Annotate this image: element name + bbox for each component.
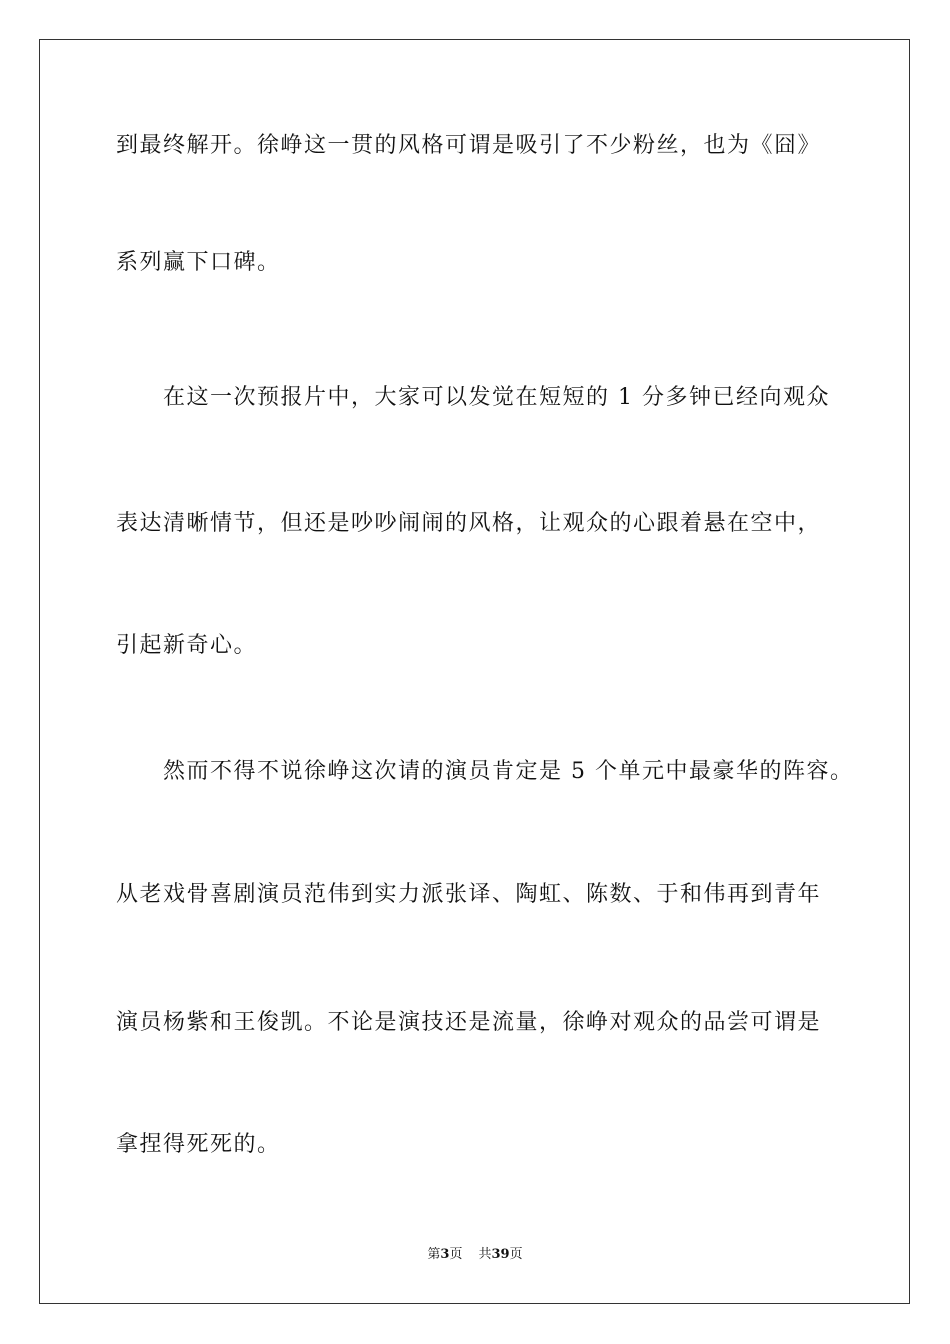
text-line-2: 系列赢下口碑。	[116, 250, 281, 275]
text-line-9: 拿捏得死死的。	[116, 1132, 281, 1157]
page-footer	[0, 1246, 950, 1264]
text-line-4: 表达清晰情节，但还是吵吵闹闹的风格，让观众的心跟着悬在空中，	[116, 511, 822, 536]
page-prefix: 第	[427, 1247, 441, 1262]
paragraph-start-line-3: 在这一次预报片中，大家可以发觉在短短的 1 分多钟已经向观众	[116, 385, 830, 410]
text-line-1: 到最终解开。徐峥这一贯的风格可谓是吸引了不少粉丝，也为《囧》	[116, 133, 822, 158]
page-border	[39, 39, 910, 1304]
text-line-7: 从老戏骨喜剧演员范伟到实力派张译、陶虹、陈数、于和伟再到青年	[116, 882, 822, 907]
total-prefix: 共	[478, 1247, 492, 1262]
paragraph-start-line-6: 然而不得不说徐峥这次请的演员肯定是 5 个单元中最豪华的阵容。	[116, 759, 854, 784]
current-page-number: 3	[440, 1247, 450, 1262]
total-suffix: 页	[509, 1247, 523, 1262]
text-line-5: 引起新奇心。	[116, 633, 258, 658]
text-line-8: 演员杨紫和王俊凯。不论是演技还是流量，徐峥对观众的品尝可谓是	[116, 1010, 822, 1035]
page-suffix: 页	[449, 1247, 463, 1262]
total-pages-number: 39	[491, 1247, 510, 1262]
